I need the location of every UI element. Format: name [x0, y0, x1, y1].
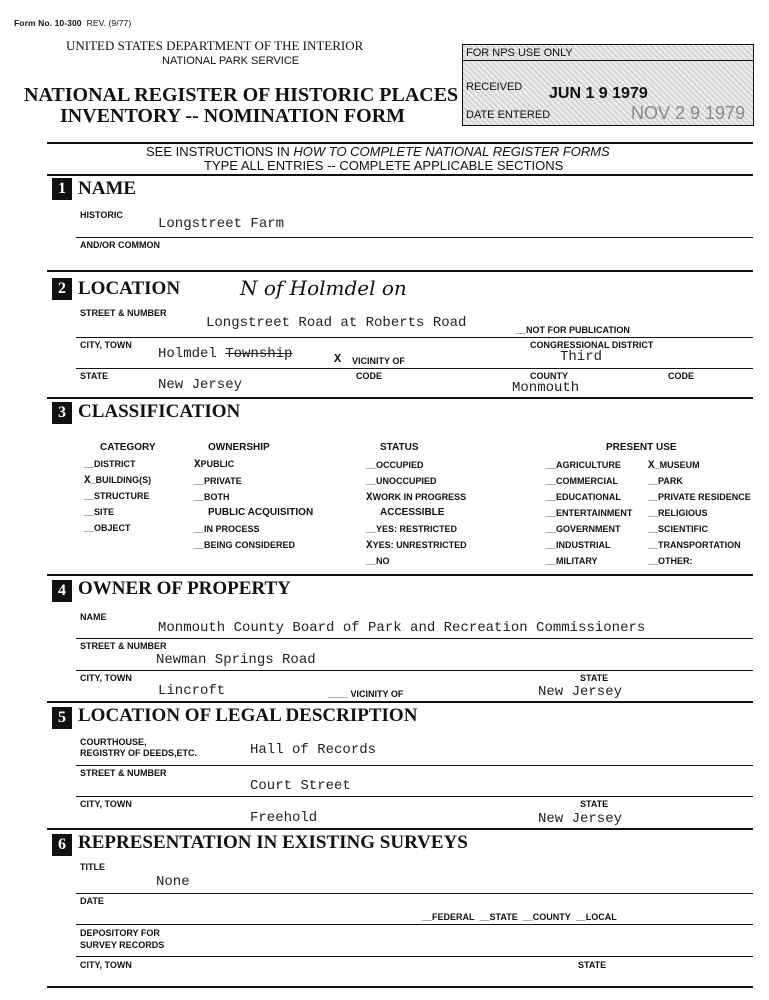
survey-levels: __FEDERAL __STATE __COUNTY __LOCAL [422, 912, 617, 922]
ownership-heading: OWNERSHIP [208, 442, 270, 453]
owner-street-value: Newman Springs Road [156, 652, 316, 668]
historic-label: HISTORIC [80, 210, 123, 220]
ownership-public: XPUBLIC [194, 459, 235, 471]
use-agriculture: __AGRICULTURE [546, 460, 621, 470]
ownership-both: __BOTH [194, 492, 230, 502]
section-5-title: LOCATION OF LEGAL DESCRIPTION [78, 705, 418, 726]
use-educational: __EDUCATIONAL [546, 492, 621, 502]
common-name-label: AND/OR COMMON [80, 240, 160, 250]
instructions-line2: TYPE ALL ENTRIES -- COMPLETE APPLICABLE SECTIONS [204, 158, 564, 173]
state-code-label: CODE [356, 371, 383, 381]
courthouse-value: Hall of Records [250, 742, 377, 758]
owner-state-label: STATE [580, 673, 609, 683]
congressional-district-value: Third [560, 349, 603, 365]
accessible-heading: ACCESSIBLE [380, 507, 445, 518]
use-government: __GOVERNMENT [546, 524, 621, 534]
department-name: UNITED STATES DEPARTMENT OF THE INTERIOR [66, 38, 364, 53]
nps-heading: FOR NPS USE ONLY [466, 47, 573, 59]
owner-name-label: NAME [80, 612, 107, 622]
courthouse-label-line2: REGISTRY OF DEEDS,ETC. [80, 748, 198, 758]
use-private-residence: __PRIVATE RESIDENCE [648, 492, 751, 502]
survey-title-label: TITLE [80, 862, 105, 872]
survey-state-label: STATE [578, 960, 607, 970]
courthouse-label-line1: COURTHOUSE, [80, 737, 147, 747]
legal-street-label: STREET & NUMBER [80, 768, 167, 778]
section-4-title: OWNER OF PROPERTY [78, 578, 291, 599]
date-entered-label: DATE ENTERED [466, 109, 551, 121]
date-entered-stamp: NOV 2 9 1979 [631, 103, 746, 123]
use-scientific: __SCIENTIFIC [648, 524, 709, 534]
acquisition-in-process: __IN PROCESS [194, 524, 260, 534]
form-title-line1: NATIONAL REGISTER OF HISTORIC PLACES [24, 84, 459, 106]
access-unrestricted: XYES: UNRESTRICTED [366, 540, 467, 552]
depository-label-line1: DEPOSITORY FOR [80, 928, 160, 938]
congressional-district-label: CONGRESSIONAL DISTRICT [530, 340, 654, 350]
form-number: Form No. 10-300 REV. (9/77) [14, 18, 132, 28]
instructions-line1: SEE INSTRUCTIONS IN HOW TO COMPLETE NATIONAL REGISTER FORMS [146, 144, 610, 159]
status-occupied: __OCCUPIED [366, 460, 424, 470]
section-2-title: LOCATION [78, 278, 181, 299]
use-other: __OTHER: [648, 556, 693, 566]
legal-state-label: STATE [580, 799, 609, 809]
survey-title-value: None [156, 874, 190, 890]
category-district: __DISTRICT [84, 459, 136, 469]
use-religious: __RELIGIOUS [648, 508, 708, 518]
category-building: X_BUILDING(S) [84, 475, 152, 487]
county-code-label: CODE [668, 371, 695, 381]
use-museum: X_MUSEUM [648, 460, 700, 472]
access-no: __NO [366, 556, 390, 566]
status-work-in-progress: XWORK IN PROGRESS [366, 492, 467, 504]
acquisition-being-considered: __BEING CONSIDERED [194, 540, 296, 550]
category-structure: __STRUCTURE [84, 491, 150, 501]
use-industrial: __INDUSTRIAL [546, 540, 611, 550]
service-name: NATIONAL PARK SERVICE [162, 55, 300, 67]
owner-vicinity-label: ____ VICINITY OF [328, 689, 404, 699]
section-1-number: 1 [52, 178, 72, 200]
section-4-number: 4 [52, 580, 72, 602]
ownership-private: __PRIVATE [194, 476, 242, 486]
nps-use-box [462, 44, 754, 126]
section-1-title: NAME [78, 178, 137, 199]
not-for-publication-label: __NOT FOR PUBLICATION [516, 325, 630, 335]
historic-name-value: Longstreet Farm [158, 216, 285, 232]
section-5-number: 5 [52, 707, 72, 729]
received-stamp: JUN 1 9 1979 [549, 85, 648, 102]
vicinity-check: X [334, 352, 342, 366]
received-label: RECEIVED [466, 81, 523, 93]
owner-city-value: Lincroft [158, 683, 226, 699]
location-street-value: Longstreet Road at Roberts Road [206, 315, 467, 331]
vicinity-label: VICINITY OF [352, 356, 405, 366]
city-town-label: CITY, TOWN [80, 340, 132, 350]
survey-date-label: DATE [80, 896, 104, 906]
section-6-number: 6 [52, 834, 72, 856]
legal-street-value: Court Street [250, 778, 351, 794]
use-commercial: __COMMERCIAL [546, 476, 619, 486]
section-3-title: CLASSIFICATION [78, 401, 241, 422]
owner-city-label: CITY, TOWN [80, 673, 132, 683]
form-title-line2: INVENTORY -- NOMINATION FORM [60, 105, 406, 127]
handwritten-location-note: N of Holmdel on [240, 276, 407, 300]
category-site: __SITE [84, 507, 115, 517]
present-use-heading: PRESENT USE [606, 442, 677, 453]
state-label: STATE [80, 371, 109, 381]
struck-township: Township [225, 346, 293, 362]
category-object: __OBJECT [84, 523, 131, 533]
street-number-label: STREET & NUMBER [80, 308, 167, 318]
status-heading: STATUS [380, 442, 419, 453]
depository-label-line2: SURVEY RECORDS [80, 940, 165, 950]
location-city-value: Holmdel Township [158, 346, 293, 362]
survey-city-label: CITY, TOWN [80, 960, 132, 970]
access-restricted: __YES: RESTRICTED [366, 524, 458, 534]
use-transportation: __TRANSPORTATION [648, 540, 741, 550]
location-state-value: New Jersey [158, 377, 243, 393]
legal-city-label: CITY, TOWN [80, 799, 132, 809]
owner-name-value: Monmouth County Board of Park and Recreation Commissioners [158, 620, 646, 636]
use-park: __PARK [648, 476, 683, 486]
section-2-number: 2 [52, 278, 72, 300]
owner-street-label: STREET & NUMBER [80, 641, 167, 651]
status-unoccupied: __UNOCCUPIED [366, 476, 437, 486]
county-label: COUNTY [530, 371, 568, 381]
legal-city-value: Freehold [250, 810, 318, 826]
section-3-number: 3 [52, 402, 72, 424]
public-acquisition-heading: PUBLIC ACQUISITION [208, 507, 314, 518]
category-heading: CATEGORY [100, 442, 156, 453]
section-6-title: REPRESENTATION IN EXISTING SURVEYS [78, 832, 468, 853]
location-county-value: Monmouth [512, 380, 580, 396]
use-military: __MILITARY [546, 556, 598, 566]
use-entertainment: __ENTERTAINMENT [546, 508, 633, 518]
legal-state-value: New Jersey [538, 811, 623, 827]
owner-state-value: New Jersey [538, 684, 623, 700]
